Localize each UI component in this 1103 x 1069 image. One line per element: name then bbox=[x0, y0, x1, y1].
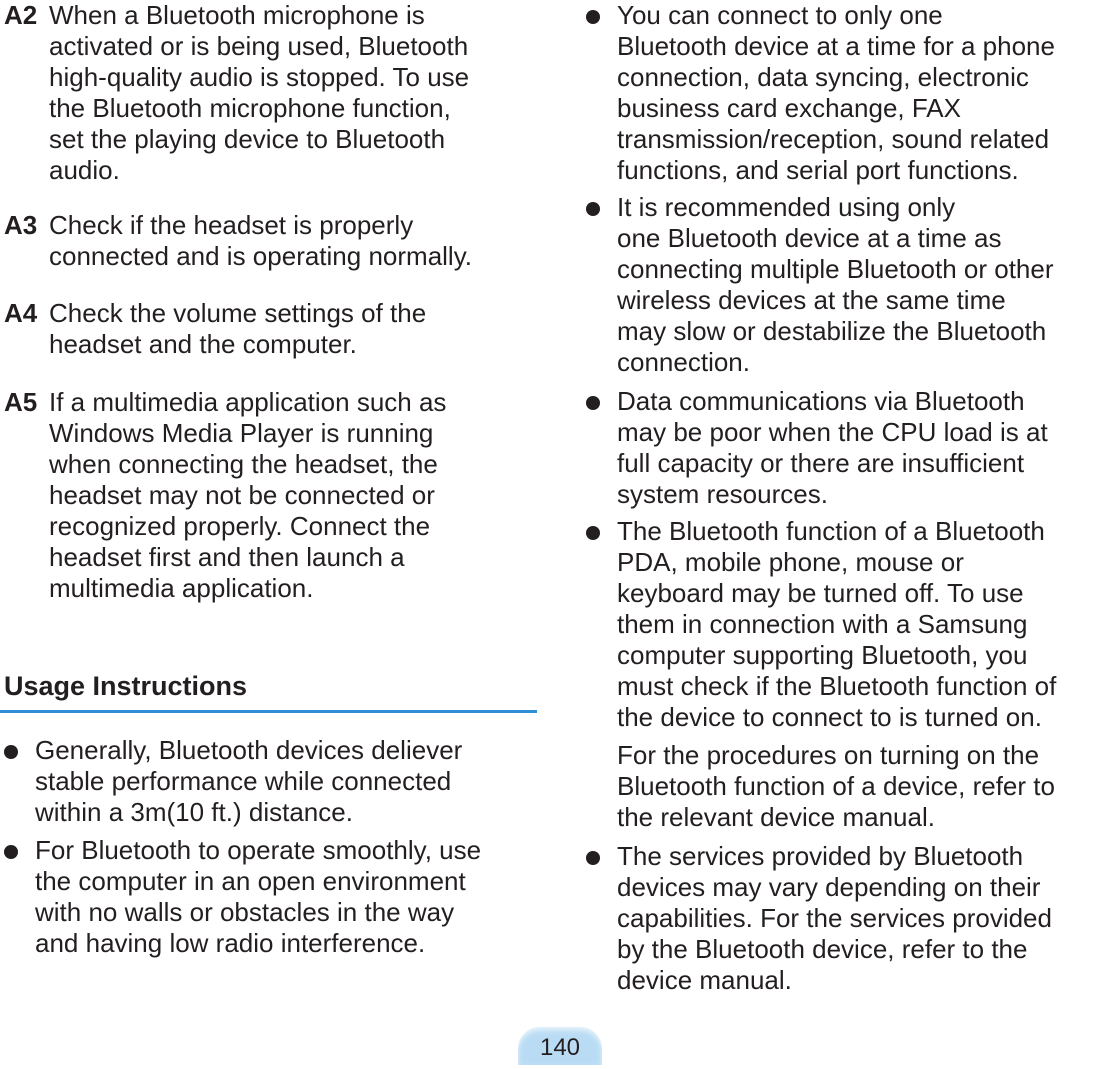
answer-a2 bbox=[4, 0, 534, 186]
list-item bbox=[586, 516, 1103, 733]
answer-text: If a multimedia application such as Windows Media Player is running when connecting the headset, the headset may not be connected or recognized properly. Connect the headset first and then launch a multimedia application. bbox=[49, 387, 447, 603]
section-divider bbox=[0, 710, 537, 713]
bullet-icon bbox=[586, 851, 600, 865]
list-item-text: It is recommended using only one Bluetooth device at a time as connecting multiple Bluetooth or other wireless devices at the same time may slow or destabilize the Bluetooth connection. bbox=[617, 192, 1054, 377]
section-title: Usage Instructions bbox=[4, 671, 248, 701]
answer-text: When a Bluetooth microphone is activated or is being used, Bluetooth high-quality audio is stopped. To use the Bluetooth microphone function, set the playing device to Bluetooth audio. bbox=[49, 0, 470, 185]
answer-text: Check the volume settings of the headset and the computer. bbox=[49, 298, 427, 359]
list-item bbox=[586, 841, 1103, 996]
bullet-icon bbox=[4, 845, 18, 859]
bullet-icon bbox=[586, 526, 600, 540]
list-item bbox=[586, 0, 1103, 186]
list-item bbox=[4, 835, 540, 959]
list-item-text: Data communications via Bluetooth may be poor when the CPU load is at full capacity or there are insufficient system resources. bbox=[617, 386, 1048, 509]
answer-label: A4 bbox=[4, 298, 38, 328]
answer-label: A3 bbox=[4, 210, 38, 240]
bullet-icon bbox=[4, 745, 18, 759]
bullet-icon bbox=[586, 10, 600, 24]
list-item bbox=[586, 192, 1103, 378]
list-item-text: For Bluetooth to operate smoothly, use the computer in an open environment with no walls or obstacles in the way and having low radio interference. bbox=[35, 835, 482, 958]
answer-label: A5 bbox=[4, 387, 38, 417]
list-item bbox=[586, 386, 1103, 510]
page-number: 140 bbox=[518, 1027, 602, 1065]
bullet-icon bbox=[586, 396, 600, 410]
answer-text: Check if the headset is properly connected and is operating normally. bbox=[49, 210, 472, 271]
bullet-icon bbox=[586, 202, 600, 216]
answer-a4 bbox=[4, 298, 534, 360]
answer-a3 bbox=[4, 210, 534, 272]
list-item bbox=[4, 735, 540, 828]
list-item-text: The Bluetooth function of a Bluetooth PDA, mobile phone, mouse or keyboard may be turned off. To use them in connection with a Samsung computer supporting Bluetooth, you must check if the Bluetooth function of the device to connect to is turned on. bbox=[617, 516, 1057, 732]
list-item-text: Generally, Bluetooth devices deliever stable performance while connected within a 3m(10 ft.) distance. bbox=[35, 735, 463, 827]
list-item-text: You can connect to only one Bluetooth device at a time for a phone connection, data syncing, electronic business card exchange, FAX transmission/reception, sound related functions, and serial port functions. bbox=[617, 0, 1055, 185]
answer-label: A2 bbox=[4, 0, 38, 30]
answer-a5 bbox=[4, 387, 534, 604]
list-item-text: The services provided by Bluetooth devices may vary depending on their capabilities. For the services provided by the Bluetooth device, refer to the device manual. bbox=[617, 841, 1052, 995]
bullet-note: For the procedures on turning on the Bluetooth function of a device, refer to the relevant device manual. bbox=[617, 740, 1055, 832]
